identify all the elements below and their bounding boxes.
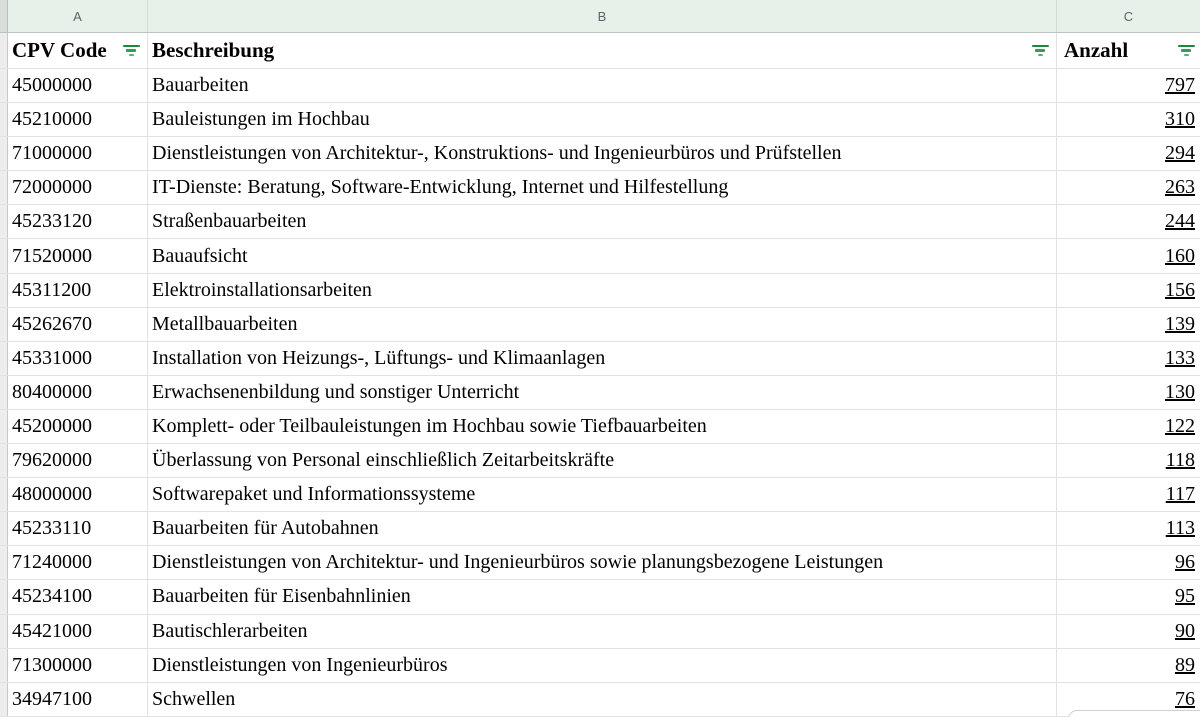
- cell-cpv-code[interactable]: [8, 683, 148, 716]
- cell-beschreibung-value: Erwachsenenbildung und sonstiger Unterricht: [152, 380, 520, 403]
- cell-cpv-code[interactable]: [8, 171, 148, 204]
- table-row: [0, 274, 1200, 308]
- cell-anzahl-value: 294: [1165, 142, 1195, 165]
- cell-beschreibung[interactable]: [148, 342, 1057, 375]
- cell-anzahl-value: 263: [1165, 176, 1195, 199]
- cell-beschreibung[interactable]: [148, 512, 1057, 545]
- cell-beschreibung-value: Komplett- oder Teilbauleistungen im Hochbau sowie Tiefbauarbeiten: [152, 414, 707, 437]
- cell-cpv-code-value: 45233120: [12, 210, 92, 233]
- cell-anzahl-value: 117: [1165, 483, 1195, 506]
- cell-cpv-code-value: 71300000: [12, 653, 92, 676]
- table-row: [0, 649, 1200, 683]
- cell-cpv-code[interactable]: [8, 69, 148, 102]
- row-header-strip: [0, 478, 8, 511]
- table-row: [0, 205, 1200, 239]
- cell-cpv-code[interactable]: [8, 410, 148, 443]
- table-row: [0, 444, 1200, 478]
- cell-anzahl-value: 244: [1165, 210, 1195, 233]
- row-header-strip: [0, 512, 8, 545]
- table-row: [0, 137, 1200, 171]
- cell-beschreibung[interactable]: [148, 615, 1057, 648]
- cell-anzahl-value: 76: [1175, 687, 1195, 710]
- table-row: [0, 308, 1200, 342]
- row-header-strip: [0, 103, 8, 136]
- row-header-strip: [0, 69, 8, 102]
- cell-anzahl[interactable]: [1057, 478, 1200, 511]
- header-label-cpv-code: CPV Code: [12, 38, 107, 62]
- column-header-c[interactable]: C: [1123, 8, 1134, 24]
- cell-beschreibung[interactable]: [148, 376, 1057, 409]
- cell-anzahl[interactable]: [1057, 69, 1200, 102]
- sheet-rows: [0, 69, 1200, 717]
- cell-beschreibung[interactable]: [148, 274, 1057, 307]
- row-header-strip: [0, 308, 8, 341]
- cell-anzahl-value: 96: [1175, 551, 1195, 574]
- row-header-strip: [0, 649, 8, 682]
- cell-anzahl-value: 160: [1165, 244, 1195, 267]
- cell-beschreibung[interactable]: [148, 410, 1057, 443]
- filter-icon[interactable]: [122, 44, 140, 58]
- table-row: [0, 342, 1200, 376]
- filter-icon[interactable]: [1177, 44, 1195, 58]
- cell-anzahl[interactable]: [1057, 649, 1200, 682]
- cell-cpv-code[interactable]: [8, 546, 148, 579]
- cell-anzahl-value: 156: [1165, 278, 1195, 301]
- cell-beschreibung-value: Bauarbeiten für Eisenbahnlinien: [152, 585, 411, 608]
- cell-anzahl-value: 139: [1165, 312, 1195, 335]
- cell-anzahl[interactable]: [1057, 342, 1200, 375]
- table-row: [0, 683, 1200, 717]
- column-letter-band: [0, 0, 1200, 33]
- cell-beschreibung[interactable]: [148, 308, 1057, 341]
- cell-anzahl-value: 133: [1165, 346, 1195, 369]
- table-row: [0, 239, 1200, 273]
- cell-anzahl[interactable]: [1057, 615, 1200, 648]
- table-row: [0, 478, 1200, 512]
- header-label-beschreibung: Beschreibung: [152, 38, 275, 62]
- cell-anzahl[interactable]: [1057, 103, 1200, 136]
- cell-beschreibung[interactable]: [148, 478, 1057, 511]
- cell-anzahl-value: 130: [1165, 380, 1195, 403]
- filter-header-row: [0, 33, 1200, 69]
- cell-beschreibung-value: Metallbauarbeiten: [152, 312, 298, 335]
- table-row: [0, 376, 1200, 410]
- cell-beschreibung-value: Bauarbeiten für Autobahnen: [152, 517, 379, 540]
- header-label-anzahl: Anzahl: [1064, 38, 1129, 62]
- cell-anzahl[interactable]: [1057, 205, 1200, 238]
- cell-cpv-code[interactable]: [8, 512, 148, 545]
- cell-beschreibung-value: Bauleistungen im Hochbau: [152, 108, 370, 131]
- cell-cpv-code-value: 45200000: [12, 414, 92, 437]
- cell-beschreibung-value: Dienstleistungen von Architektur- und Ingenieurbüros sowie planungsbezogene Leistungen: [152, 551, 884, 574]
- cell-cpv-code-value: 71520000: [12, 244, 92, 267]
- row-header-strip: [0, 171, 8, 204]
- cell-cpv-code-value: 45311200: [12, 278, 92, 301]
- cell-anzahl[interactable]: [1057, 376, 1200, 409]
- row-header-strip: [0, 683, 8, 716]
- cell-cpv-code-value: 45233110: [12, 517, 92, 540]
- cell-anzahl[interactable]: [1057, 512, 1200, 545]
- cell-beschreibung[interactable]: [148, 683, 1057, 716]
- cell-beschreibung-value: Überlassung von Personal einschließlich Zeitarbeitskräfte: [152, 449, 615, 472]
- cell-cpv-code[interactable]: [8, 205, 148, 238]
- row-header-strip: [0, 274, 8, 307]
- cell-cpv-code[interactable]: [8, 342, 148, 375]
- cell-anzahl-value: 95: [1175, 585, 1195, 608]
- row-header-corner: [0, 0, 8, 32]
- cell-anzahl[interactable]: [1057, 137, 1200, 170]
- cell-cpv-code[interactable]: [8, 239, 148, 272]
- cell-beschreibung[interactable]: [148, 205, 1057, 238]
- cell-anzahl-value: 797: [1165, 74, 1195, 97]
- cell-beschreibung[interactable]: [148, 444, 1057, 477]
- table-row: [0, 512, 1200, 546]
- table-row: [0, 171, 1200, 205]
- cell-cpv-code[interactable]: [8, 103, 148, 136]
- column-header-a[interactable]: A: [8, 0, 148, 32]
- cell-cpv-code-value: 45262670: [12, 312, 92, 335]
- cell-cpv-code-value: 71240000: [12, 551, 92, 574]
- row-header-strip: [0, 580, 8, 613]
- row-header-strip: [0, 342, 8, 375]
- row-header-strip: [0, 137, 8, 170]
- cell-anzahl-value: 310: [1165, 108, 1195, 131]
- table-row: [0, 615, 1200, 649]
- header-cell-beschreibung[interactable]: [148, 33, 1057, 68]
- cell-anzahl[interactable]: [1057, 308, 1200, 341]
- filter-icon[interactable]: [1031, 44, 1049, 58]
- cell-beschreibung-value: Bauaufsicht: [152, 244, 248, 267]
- cell-cpv-code[interactable]: [8, 308, 148, 341]
- cell-anzahl[interactable]: [1057, 410, 1200, 443]
- cell-cpv-code-value: 45000000: [12, 74, 92, 97]
- cell-anzahl-value: 90: [1175, 619, 1195, 642]
- cell-beschreibung-value: Softwarepaket und Informationssysteme: [152, 483, 476, 506]
- cell-beschreibung[interactable]: [148, 171, 1057, 204]
- cell-cpv-code[interactable]: [8, 649, 148, 682]
- cell-cpv-code[interactable]: [8, 444, 148, 477]
- column-header-b[interactable]: B: [148, 0, 1057, 32]
- cell-cpv-code-value: 71000000: [12, 142, 92, 165]
- cell-anzahl-value: 113: [1165, 517, 1195, 540]
- header-cell-cpv-code[interactable]: [8, 33, 148, 68]
- row-header-strip: [0, 239, 8, 272]
- cell-anzahl[interactable]: [1057, 239, 1200, 272]
- cell-beschreibung-value: Bautischlerarbeiten: [152, 619, 308, 642]
- cell-beschreibung-value: Dienstleistungen von Architektur-, Konstruktions- und Ingenieurbüros und Prüfstellen: [152, 142, 842, 165]
- cell-beschreibung[interactable]: [148, 103, 1057, 136]
- floating-panel-corner: [1068, 710, 1200, 717]
- cell-beschreibung-value: Straßenbauarbeiten: [152, 210, 307, 233]
- cell-cpv-code[interactable]: [8, 376, 148, 409]
- row-header-strip: [0, 615, 8, 648]
- cell-cpv-code[interactable]: [8, 580, 148, 613]
- cell-anzahl-value: 122: [1165, 414, 1195, 437]
- cell-cpv-code-value: 45331000: [12, 346, 92, 369]
- cell-beschreibung[interactable]: [148, 137, 1057, 170]
- row-header-strip: [0, 376, 8, 409]
- row-header-strip: [0, 444, 8, 477]
- cell-beschreibung-value: Dienstleistungen von Ingenieurbüros: [152, 653, 448, 676]
- cell-beschreibung-value: Installation von Heizungs-, Lüftungs- und Klimaanlagen: [152, 346, 606, 369]
- cell-cpv-code-value: 45210000: [12, 108, 92, 131]
- cell-beschreibung-value: Bauarbeiten: [152, 74, 249, 97]
- cell-cpv-code-value: 45421000: [12, 619, 92, 642]
- cell-beschreibung-value: IT-Dienste: Beratung, Software-Entwicklung, Internet und Hilfestellung: [152, 176, 729, 199]
- cell-beschreibung[interactable]: [148, 649, 1057, 682]
- cell-anzahl[interactable]: [1057, 546, 1200, 579]
- header-cell-anzahl[interactable]: [1057, 33, 1200, 68]
- table-row: [0, 410, 1200, 444]
- row-header-strip: [0, 546, 8, 579]
- cell-beschreibung[interactable]: [148, 580, 1057, 613]
- cell-cpv-code-value: 34947100: [12, 687, 92, 710]
- cell-beschreibung-value: Schwellen: [152, 687, 236, 710]
- row-header-strip: [0, 410, 8, 443]
- cell-cpv-code[interactable]: [8, 615, 148, 648]
- cell-cpv-code-value: 48000000: [12, 483, 92, 506]
- cell-cpv-code-value: 79620000: [12, 449, 92, 472]
- cell-cpv-code[interactable]: [8, 478, 148, 511]
- cell-anzahl-value: 118: [1165, 449, 1195, 472]
- cell-cpv-code[interactable]: [8, 137, 148, 170]
- cell-beschreibung-value: Elektroinstallationsarbeiten: [152, 278, 372, 301]
- table-row: [0, 580, 1200, 614]
- cell-anzahl-value: 89: [1175, 653, 1195, 676]
- cell-cpv-code-value: 80400000: [12, 380, 92, 403]
- cell-anzahl[interactable]: [1057, 274, 1200, 307]
- cell-cpv-code-value: 45234100: [12, 585, 92, 608]
- table-row: [0, 69, 1200, 103]
- cell-anzahl[interactable]: [1057, 580, 1200, 613]
- cell-beschreibung[interactable]: [148, 546, 1057, 579]
- cell-cpv-code-value: 72000000: [12, 176, 92, 199]
- cell-cpv-code[interactable]: [8, 274, 148, 307]
- cell-beschreibung[interactable]: [148, 69, 1057, 102]
- cell-anzahl[interactable]: [1057, 171, 1200, 204]
- row-header-strip: [0, 205, 8, 238]
- table-row: [0, 103, 1200, 137]
- row-header-strip: [0, 33, 8, 68]
- cell-beschreibung[interactable]: [148, 239, 1057, 272]
- table-row: [0, 546, 1200, 580]
- cell-anzahl[interactable]: [1057, 444, 1200, 477]
